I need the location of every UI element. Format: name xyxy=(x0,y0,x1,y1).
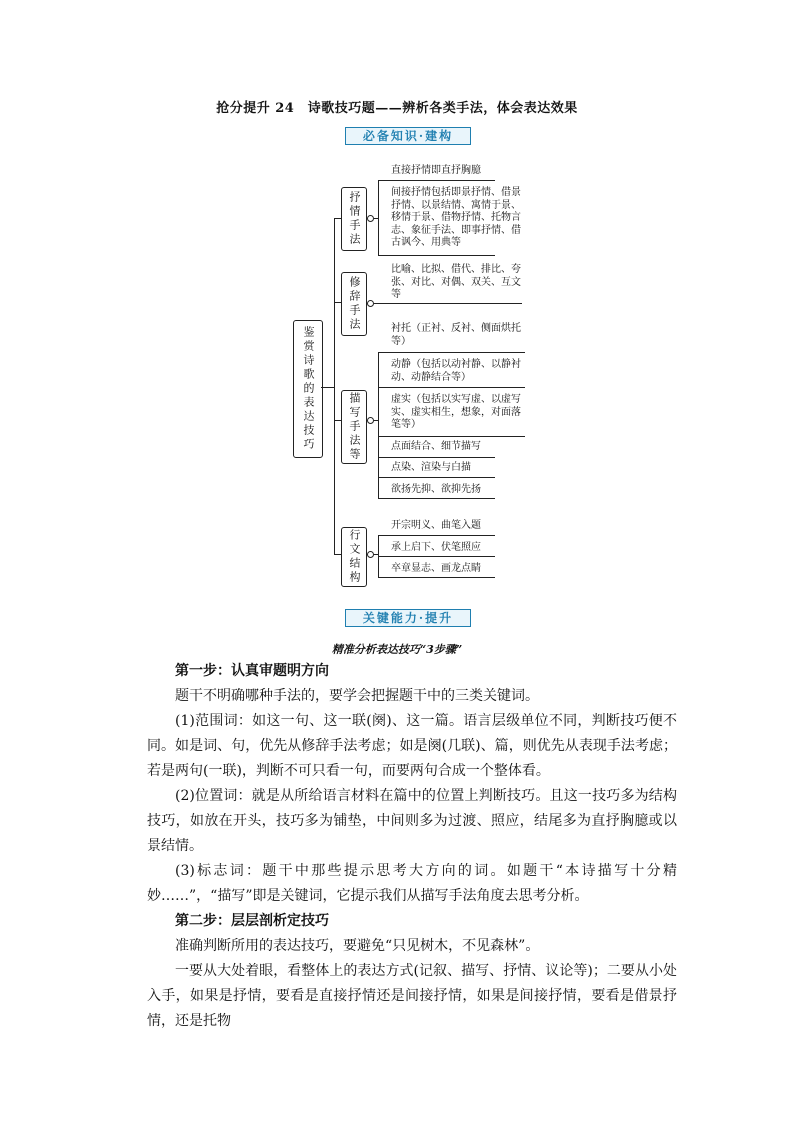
leaf-text: 欲扬先抑、欲抑先扬 xyxy=(391,484,481,495)
node-dot xyxy=(367,551,374,558)
trunk-line xyxy=(334,218,335,554)
paragraph: 题干不明确哪种手法的，要学会把握题干中的三类关键词。 xyxy=(175,688,539,704)
branch-rhetoric: 修辞手法 xyxy=(341,272,367,336)
connector xyxy=(334,554,341,555)
node-dot xyxy=(367,300,374,307)
mindmap-root: 鉴赏诗歌的表达技巧 xyxy=(293,320,323,458)
step-heading: 第一步：认真审题明方向 xyxy=(175,663,329,679)
leaf-line xyxy=(378,577,495,578)
leaf-text: 比喻、比拟、借代、排比、夸张、对比、对偶、双关、互文等 xyxy=(391,264,521,300)
step-heading: 第二步：层层剖析定技巧 xyxy=(175,913,329,929)
leaf-line xyxy=(374,303,522,304)
leaf-line xyxy=(378,457,495,458)
leaf-text: 点染、渲染与白描 xyxy=(391,462,471,473)
paragraph: 一要从大处着眼，看整体上的表达方式(记叙、描写、抒情、议论等)；二要从小处入手，如果是抒情，要看是直接抒情还是间接抒情，如果是间接抒情，要看是借景抒情，还是托物 xyxy=(147,963,677,1029)
node-dot xyxy=(367,215,374,222)
leaf-line xyxy=(378,255,495,256)
branch-description: 描写手法等 xyxy=(341,390,367,464)
node-dot xyxy=(367,417,374,424)
paragraph: (2)位置词：就是从所给语言材料在篇中的位置上判断技巧。且这一技巧多为结构技巧，如放在开头，技巧多为铺垫，中间则多为过渡、照应，结尾多为直抒胸臆或以景结情。 xyxy=(147,788,677,854)
leaf-line xyxy=(378,387,525,388)
paragraph: (3)标志词：题干中那些提示思考大方向的词。如题干“本诗描写十分精妙……”，“描写”即是关键词，它提示我们从描写手法角度去思考分析。 xyxy=(147,863,677,904)
connector xyxy=(321,387,335,388)
connector xyxy=(334,420,341,421)
leaf-line xyxy=(378,535,495,536)
body-text xyxy=(147,659,677,1034)
leaf-text: 动静（包括以动衬静、以静衬动、动静结合等） xyxy=(391,359,521,383)
leaf-line xyxy=(378,498,495,499)
branch-spine xyxy=(378,180,379,255)
leaf-line xyxy=(378,436,525,437)
paragraph: 准确判断所用的表达技巧，要避免“只见树木，不见森林”。 xyxy=(175,938,540,954)
leaf-text: 衬托（正衬、反衬、侧面烘托等） xyxy=(391,323,521,347)
leaf-line xyxy=(378,556,495,557)
leaf-text: 直接抒情即直抒胸臆 xyxy=(391,165,481,176)
leaf-line xyxy=(378,352,525,353)
leaf-text: 点面结合、细节描写 xyxy=(391,441,481,452)
branch-lyrical: 抒情手法 xyxy=(341,187,367,251)
connector xyxy=(334,302,341,303)
section-banner-knowledge: 必备知识·建构 xyxy=(345,127,471,145)
leaf-text: 虚实（包括以实写虚、以虚写实、虚实相生，想象，对面落笔等） xyxy=(391,394,521,430)
paragraph: (1)范围词：如这一句、这一联(阕)、这一篇。语言层级单位不同，判断技巧便不同。如是词、句，优先从修辞手法考虑；如是阕(几联)、篇，则优先从表现手法考虑；若是两句(一联)，判断不可只看一句，而要两句合成一个整体看。 xyxy=(147,713,677,779)
leaf-text: 卒章显志、画龙点睛 xyxy=(391,563,481,574)
page-title: 抢分提升 24 诗歌技巧题——辨析各类手法，体会表达效果 xyxy=(216,101,578,116)
branch-structure: 行文结构 xyxy=(341,527,367,587)
leaf-line xyxy=(378,180,495,181)
connector xyxy=(334,218,341,219)
section-banner-ability: 关键能力·提升 xyxy=(345,609,471,627)
leaf-text: 承上启下、伏笔照应 xyxy=(391,542,481,553)
leaf-text: 间接抒情包括即景抒情、借景抒情、以景结情、寓情于景、移情于景、借物抒情、托物言志、象征手法、即事抒情、借古讽今、用典等 xyxy=(391,187,521,248)
section-subtitle: 精准分析表达技巧“3步骤” xyxy=(331,643,463,656)
leaf-line xyxy=(378,477,495,478)
leaf-text: 开宗明义、曲笔入题 xyxy=(391,520,481,531)
